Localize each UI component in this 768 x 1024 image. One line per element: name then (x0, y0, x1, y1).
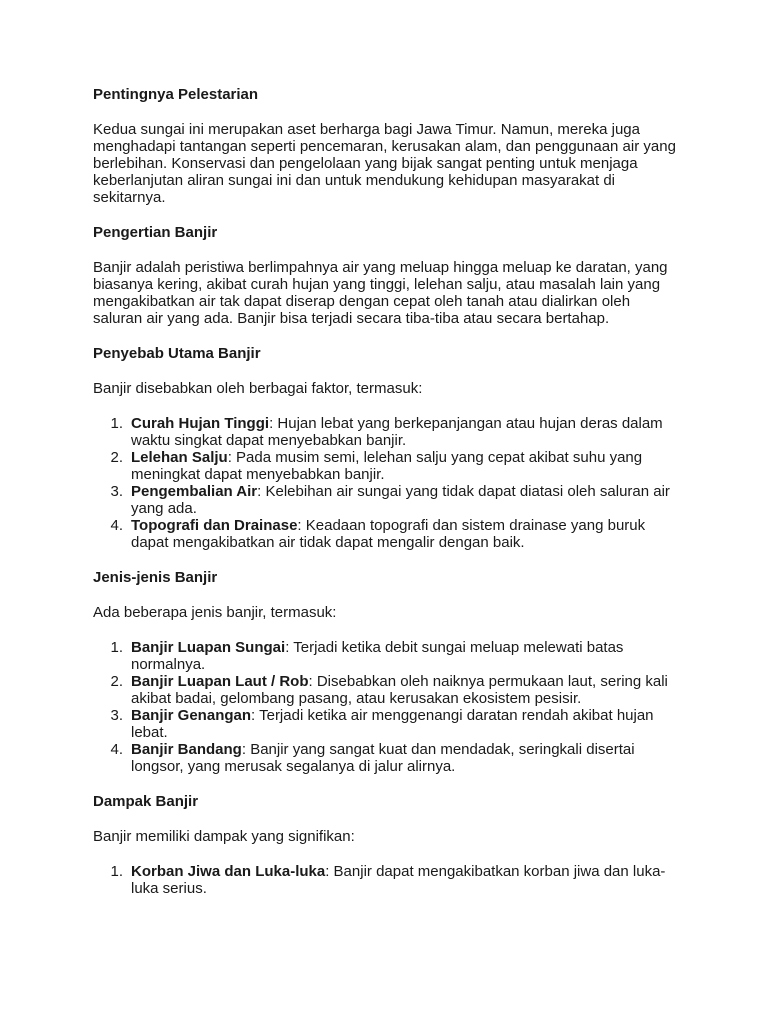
list-number: 4. (110, 517, 123, 534)
list-text: : Hujan lebat yang berkepanjangan atau hujan deras dalam waktu singkat dapat menyebabkan banjir. (131, 415, 663, 449)
list-item (93, 863, 683, 897)
list-item (93, 449, 683, 483)
numbered-list (93, 415, 683, 551)
list-number: 1. (110, 639, 123, 656)
list-text: : Banjir yang sangat kuat dan mendadak, seringkali disertai longsor, yang merusak segalanya di jalur alirnya. (131, 741, 635, 775)
list-item (93, 517, 683, 551)
list-number: 3. (110, 707, 123, 724)
list-number: 1. (110, 415, 123, 432)
section-paragraph: Kedua sungai ini merupakan aset berharga bagi Jawa Timur. Namun, mereka juga menghadapi tantangan seperti pencemaran, kerusakan alam, dan penggunaan air yang berlebihan. Konservasi dan pengelolaan yang bijak sangat penting untuk menjaga keberlanjutan aliran sungai ini dan untuk mendukung kehidupan masyarakat di sekitarnya. (93, 121, 676, 206)
list-number: 2. (110, 673, 123, 690)
list-term: Banjir Luapan Laut / Rob (131, 673, 309, 690)
list-item (93, 673, 683, 707)
list-item (93, 707, 683, 741)
section-heading: Jenis-jenis Banjir (93, 569, 218, 586)
list-item (93, 415, 683, 449)
list-item-body (131, 415, 683, 449)
document-page (93, 86, 683, 915)
list-text: : Kelebihan air sungai yang tidak dapat diatasi oleh saluran air yang ada. (131, 483, 670, 517)
list-text: : Terjadi ketika air menggenangi daratan rendah akibat hujan lebat. (131, 707, 654, 741)
list-item-body (131, 707, 683, 741)
list-item-body (131, 741, 683, 775)
list-text: : Banjir dapat mengakibatkan korban jiwa dan luka-luka serius. (131, 863, 666, 897)
list-text: : Pada musim semi, lelehan salju yang cepat akibat suhu yang meningkat dapat menyebabkan banjir. (131, 449, 643, 483)
list-text: : Keadaan topografi dan sistem drainase yang buruk dapat mengakibatkan air tidak dapat mengalir dengan baik. (131, 517, 646, 551)
list-text: : Terjadi ketika debit sungai meluap melewati batas normalnya. (131, 639, 624, 673)
list-term: Korban Jiwa dan Luka-luka (131, 863, 326, 880)
list-term: Banjir Genangan (131, 707, 252, 724)
section-paragraph: Banjir disebabkan oleh berbagai faktor, termasuk: (93, 380, 423, 397)
section-paragraph: Banjir memiliki dampak yang signifikan: (93, 828, 355, 845)
list-number: 1. (110, 863, 123, 880)
list-number: 4. (110, 741, 123, 758)
list-item-body (131, 449, 683, 483)
list-item (93, 639, 683, 673)
list-term: Banjir Bandang (131, 741, 242, 758)
list-term: Lelehan Salju (131, 449, 228, 466)
list-term: Banjir Luapan Sungai (131, 639, 286, 656)
list-text: : Disebabkan oleh naiknya permukaan laut, sering kali akibat badai, gelombang pasang, atau kerusakan ekosistem pesisir. (131, 673, 668, 707)
list-item-body (131, 863, 683, 897)
list-item-body (131, 673, 683, 707)
numbered-list (93, 863, 683, 897)
section-heading: Pengertian Banjir (93, 224, 218, 241)
list-item-body (131, 483, 683, 517)
list-item-body (131, 517, 683, 551)
list-number: 3. (110, 483, 123, 500)
list-number: 2. (110, 449, 123, 466)
list-item (93, 483, 683, 517)
section-heading: Penyebab Utama Banjir (93, 345, 261, 362)
section-heading: Pentingnya Pelestarian (93, 86, 259, 103)
list-item-body (131, 639, 683, 673)
section-paragraph: Banjir adalah peristiwa berlimpahnya air yang meluap hingga meluap ke daratan, yang biasanya kering, akibat curah hujan yang tinggi, lelehan salju, atau masalah lain yang mengakibatkan air tak dapat diserap dengan cepat oleh tanah atau dialirkan oleh saluran air yang ada. Banjir bisa terjadi secara tiba-tiba atau secara bertahap. (93, 259, 668, 327)
list-item (93, 741, 683, 775)
section-paragraph: Ada beberapa jenis banjir, termasuk: (93, 604, 337, 621)
numbered-list (93, 639, 683, 775)
section-heading: Dampak Banjir (93, 793, 199, 810)
list-term: Curah Hujan Tinggi (131, 415, 270, 432)
list-term: Pengembalian Air (131, 483, 258, 500)
list-term: Topografi dan Drainase (131, 517, 298, 534)
